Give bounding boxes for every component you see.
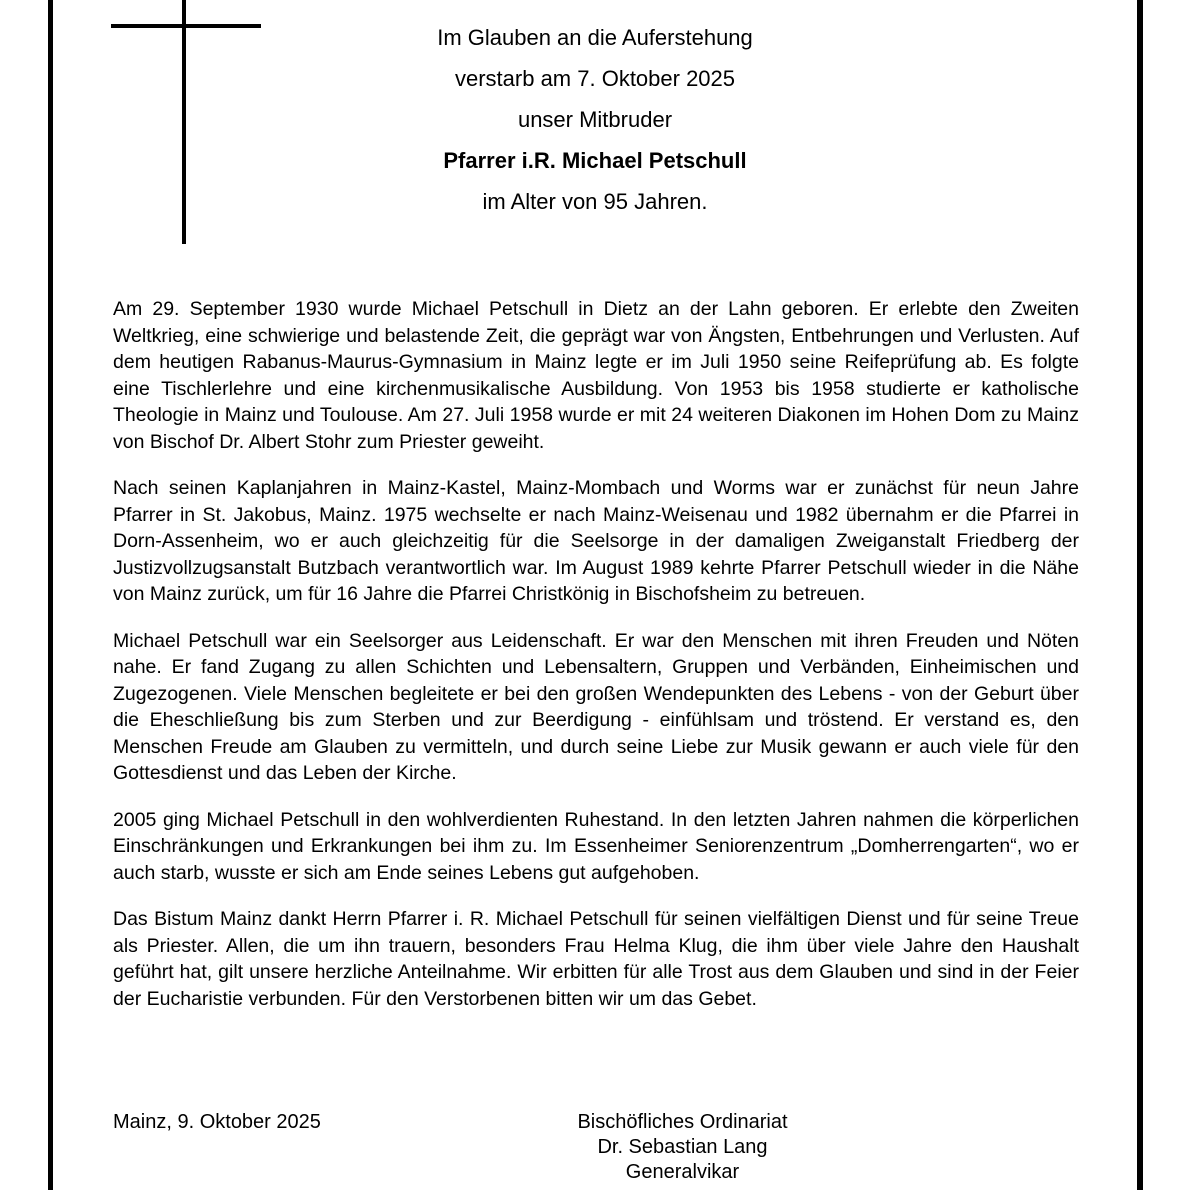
paragraph-retirement: 2005 ging Michael Petschull in den wohlverdienten Ruhestand. In den letzten Jahren nahmen die körperlichen Einschränkungen und Erkrankungen bei ihm zu. Im Essenheimer Seniorenzentrum „Domherrengarten“, wo er auch starb, wusste er sich am Ende seines Lebens gut aufgehoben. <box>113 808 1079 884</box>
footer-place-date: Mainz, 9. Oktober 2025 <box>113 1111 321 1133</box>
header-age-line: im Alter von 95 Jahren. <box>482 189 708 214</box>
paragraph-gratitude-condolence: Das Bistum Mainz dankt Herrn Pfarrer i. R. Michael Petschull für seinen vielfältigen Dienst und für seine Treue als Priester. Allen, die um ihn trauern, besonders Frau Helma Klug, die ihm über viele Jahre den Haushalt geführt hat, gilt unsere herzliche Anteilnahme. Wir erbitten für alle Trost aus dem Glauben und sind in der Feier der Eucharistie verbunden. Für den Verstorbenen bitten wir um das Gebet. <box>113 908 1079 1010</box>
header-faith-line: Im Glauben an die Auferstehung <box>437 25 753 50</box>
obituary-body <box>113 296 1079 1032</box>
header-relation-line: unser Mitbruder <box>517 107 673 132</box>
paragraph-pastoral-character: Michael Petschull war ein Seelsorger aus Leidenschaft. Er war den Menschen mit ihren Freuden und Nöten nahe. Er fand Zugang zu allen Schichten und Lebensaltern, Gruppen und Verbänden, Einheimischen und Zugezogenen. Viele Menschen begleitete er bei den großen Wendepunkten des Lebens - von der Geburt über die Eheschließung bis zum Sterben und zur Beerdigung - einfühlsam und tröstend. Er verstand es, den Menschen Freude am Glauben zu vermitteln, und durch seine Liebe zur Musik gewann er auch viele für den Gottesdienst und das Leben der Kirche. <box>113 629 1079 784</box>
deceased-name: Pfarrer i.R. Michael Petschull <box>443 148 747 173</box>
paragraph-biography-early-life: Am 29. September 1930 wurde Michael Petschull in Dietz an der Lahn geboren. Er erlebte den Zweiten Weltkrieg, eine schwierige und belastende Zeit, die geprägt war von Ängsten, Entbehrungen und Verlusten. Auf dem heutigen Rabanus-Maurus-Gymnasium in Mainz legte er im Juli 1950 seine Reifeprüfung ab. Es folgte eine Tischlerlehre und eine kirchenmusikalische Ausbildung. Von 1953 bis 1958 studierte er katholische Theologie in Mainz und Toulouse. Am 27. Juli 1958 wurde er mit 24 weiteren Diakonen im Hohen Dom zu Mainz von Bischof Dr. Albert Stohr zum Priester geweiht. <box>113 298 1079 453</box>
signature-name: Dr. Sebastian Lang <box>597 1136 768 1158</box>
signature-institution: Bischöfliches Ordinariat <box>577 1111 788 1133</box>
obituary-header <box>0 17 1190 222</box>
header-death-date-line: verstarb am 7. Oktober 2025 <box>454 66 736 91</box>
paragraph-ministry-stations: Nach seinen Kaplanjahren in Mainz-Kastel, Mainz-Mombach und Worms war er zunächst für neun Jahre Pfarrer in St. Jakobus, Mainz. 1975 wechselte er nach Mainz-Weisenau und 1982 übernahm er die Pfarrei in Dorn-Assenheim, wo er auch gleichzeitig für die Seelsorge in der damaligen Zweiganstalt Friedberg der Justizvollzugsanstalt Butzbach verantwortlich war. Im August 1989 kehrte Pfarrer Petschull wieder in die Nähe von Mainz zurück, um für 16 Jahre die Pfarrei Christkönig in Bischofsheim zu betreuen. <box>113 477 1079 605</box>
signature-title: Generalvikar <box>625 1161 740 1183</box>
footer-signature-block <box>450 1110 915 1185</box>
